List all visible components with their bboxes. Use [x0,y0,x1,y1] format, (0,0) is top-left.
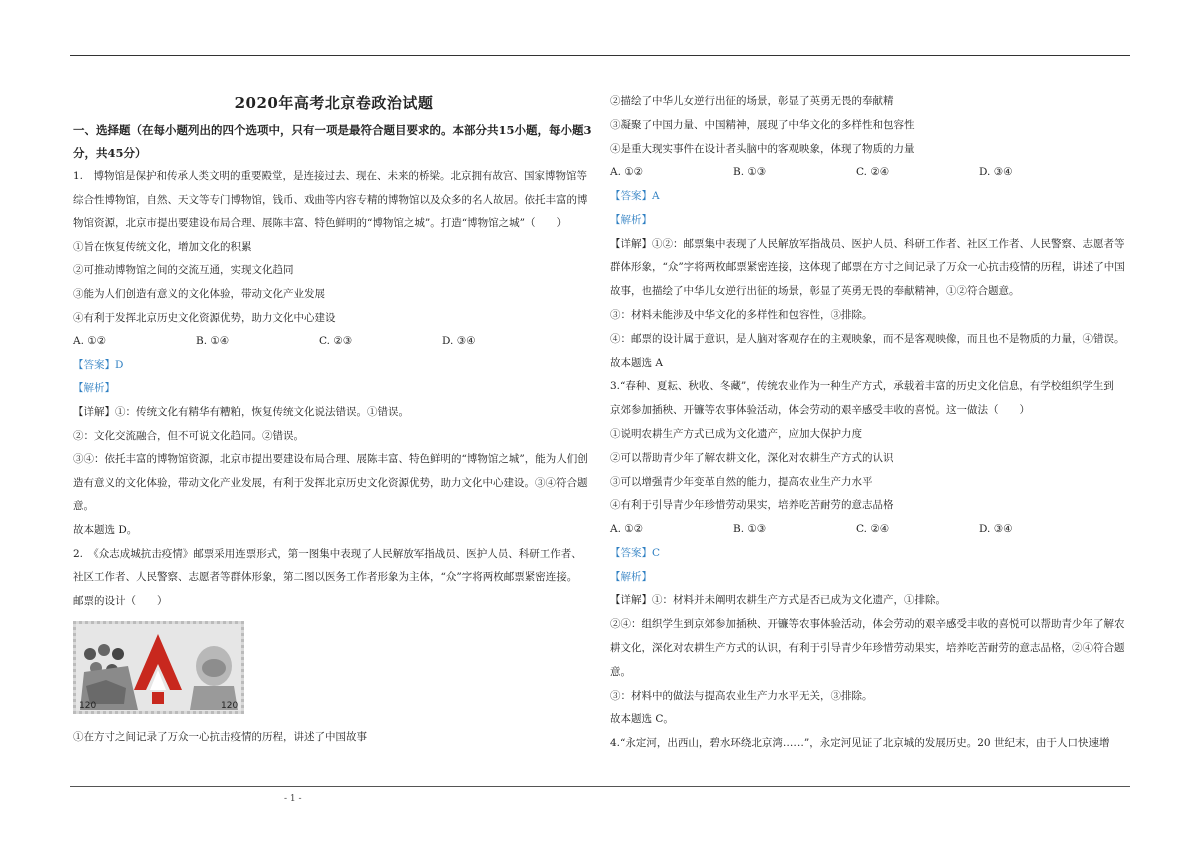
q3-detail: 意。 [610,665,631,678]
q1-line: 物馆资源，北京市提出要建设布局合理、展陈丰富、特色鲜明的“博物馆之城”。打造“博物馆之城”（ ） [73,217,567,230]
q3-item: ④有利于引导青少年珍惜劳动果实，培养吃苦耐劳的意志品格 [610,499,894,512]
q2-line: 邮票的设计（ ） [73,594,168,607]
q3-line: 京郊参加插秧、开镰等农事体验活动，体会劳动的艰辛感受丰收的喜悦。这一做法（ ） [610,404,1030,417]
q1-option-c: C. ②③ [319,335,353,348]
q3-detail: ③：材料中的做法与提高农业生产力水平无关，③排除。 [610,689,873,702]
q2-analysis-label: 【解析】 [610,213,652,226]
q3-option-b: B. ①③ [733,523,767,536]
q3-option-a: A. ①② [610,523,644,536]
right-column [610,90,1132,756]
q2-option-d: D. ③④ [979,166,1013,179]
q1-line: 1. 博物馆是保护和传承人类文明的重要殿堂，是连接过去、现在、未来的桥梁。北京拥有故宫、国家博物馆等 [73,170,588,182]
q3-detail: 耕文化，深化对农耕生产方式的认识，有利于引导青少年珍惜劳动果实，培养吃苦耐劳的意志品格，②④符合题 [610,641,1125,654]
q1-item: ①旨在恢复传统文化，增加文化的积累 [73,240,252,253]
q3-item: ①说明农耕生产方式已成为文化遗产，应加大保护力度 [610,427,862,440]
q3-option-c: C. ②④ [856,523,890,536]
q2-item: ①在方寸之间记录了万众一心抗击疫情的历程，讲述了中国故事 [73,731,367,744]
q3-line: 3.“春种、夏耘、秋收、冬藏”，传统农业作为一种生产方式，承载着丰富的历史文化信息，有学校组织学生到 [610,380,1114,393]
q2-item: ②描绘了中华儿女逆行出征的场景，彰显了英勇无畏的奉献精 [610,95,894,107]
q1-option-b: B. ①④ [196,335,230,348]
q3-answer: 【答案】C [610,546,661,559]
q2-detail: ④：邮票的设计属于意识，是人脑对客观存在的主观映象，而不是客观映像，而且也不是物质的力量，④错误。 [610,332,1125,345]
q2-detail: 群体形象，“众”字将两枚邮票紧密连接，这体现了邮票在方寸之间记录了万众一心抗击疫情的历程，讲述了中国 [610,261,1125,274]
q1-detail: ②：文化交流融合，但不可说文化趋同。②错误。 [73,429,304,442]
q2-detail: 【详解】①②：邮票集中表现了人民解放军指战员、医护人员、科研工作者、社区工作者、人民警察、志愿者等 [610,237,1125,250]
stamp-image [73,621,244,714]
stamp-value-left: 120 [79,701,97,712]
q2-option-a: A. ①② [610,166,644,179]
q2-item: ③凝聚了中国力量、中国精神，展现了中华文化的多样性和包容性 [610,118,915,131]
q3-detail: ②④：组织学生到京郊参加插秧、开镰等农事体验活动，体会劳动的艰辛感受丰收的喜悦可以帮助青少年了解农 [610,618,1125,631]
q1-conclusion: 故本题选 D。 [73,523,138,536]
q2-line: 社区工作者、人民警察、志愿者等群体形象，第二图以医务工作者形象为主体，“众”字将两枚邮票紧密连接。 [73,571,578,584]
q3-analysis-label: 【解析】 [610,570,652,583]
left-column [73,88,595,750]
q2-conclusion: 故本题选 A [610,356,663,369]
q3-options [610,518,1132,542]
q1-option-d: D. ③④ [442,335,476,348]
q2-option-c: C. ②④ [856,166,890,179]
q2-answer: 【答案】A [610,189,660,202]
q1-line: 综合性博物馆，自然、天文等专门博物馆，钱币、戏曲等内容专精的博物馆以及众多的名人故居。依托丰富的博 [73,193,588,206]
q2-detail: 故事，也描绘了中华儿女逆行出征的场景，彰显了英勇无畏的奉献精神，①②符合题意。 [610,285,1020,298]
q1-item: ③能为人们创造有意义的文化体验，带动文化产业发展 [73,287,325,300]
header-rule [70,55,1130,56]
q1-detail: 意。 [73,500,94,513]
section-heading: 一、选择题（在每小题列出的四个选项中，只有一项是最符合题目要求的。本部分共15小题，每小题3分，共45分） [73,123,592,160]
stamp-value-right: 120 [221,701,239,712]
footer-rule [70,786,1130,787]
q1-options [73,330,595,354]
q1-item: ②可推动博物馆之间的交流互通，实现文化趋同 [73,264,294,277]
q1-detail: 【详解】①：传统文化有精华有糟粕，恢复传统文化说法错误。①错误。 [73,405,409,418]
q3-detail: 【详解】①：材料并未阐明农耕生产方式是否已成为文化遗产，①排除。 [610,594,946,607]
q2-options [610,161,1132,185]
page-number: - 1 - [284,794,302,804]
q1-detail: ③④：依托丰富的博物馆资源，北京市提出要建设布局合理、展陈丰富、特色鲜明的“博物馆之城”，能为人们创 [73,453,588,466]
page-title: 2020年高考北京卷政治试题 [234,94,434,112]
q1-item: ④有利于发挥北京历史文化资源优势，助力文化中心建设 [73,311,336,324]
q1-option-a: A. ①② [73,335,107,348]
q3-conclusion: 故本题选 C。 [610,713,674,726]
q2-detail: ③：材料未能涉及中华文化的多样性和包容性，③排除。 [610,308,873,321]
q1-analysis-label: 【解析】 [73,382,115,395]
q2-line: 2. 《众志成城抗击疫情》邮票采用连票形式，第一图集中表现了人民解放军指战员、医护人员、科研工作者、 [73,547,582,560]
q1-answer: 【答案】D [73,358,124,371]
q3-option-d: D. ③④ [979,523,1013,536]
q4-line: 4.“永定河，出西山，碧水环绕北京湾……”，永定河见证了北京城的发展历史。20 世纪末，由于人口快速增 [610,737,1110,750]
q3-item: ②可以帮助青少年了解农耕文化，深化对农耕生产方式的认识 [610,451,894,464]
q1-detail: 造有意义的文化体验，带动文化产业发展，有利于发挥北京历史文化资源优势，助力文化中心建设。③④符合题 [73,476,588,489]
q2-option-b: B. ①③ [733,166,767,179]
q3-item: ③可以增强青少年变革自然的能力，提高农业生产力水平 [610,475,873,488]
stamp-illustration-icon [76,624,241,711]
q2-item: ④是重大现实事件在设计者头脑中的客观映象，体现了物质的力量 [610,142,915,155]
